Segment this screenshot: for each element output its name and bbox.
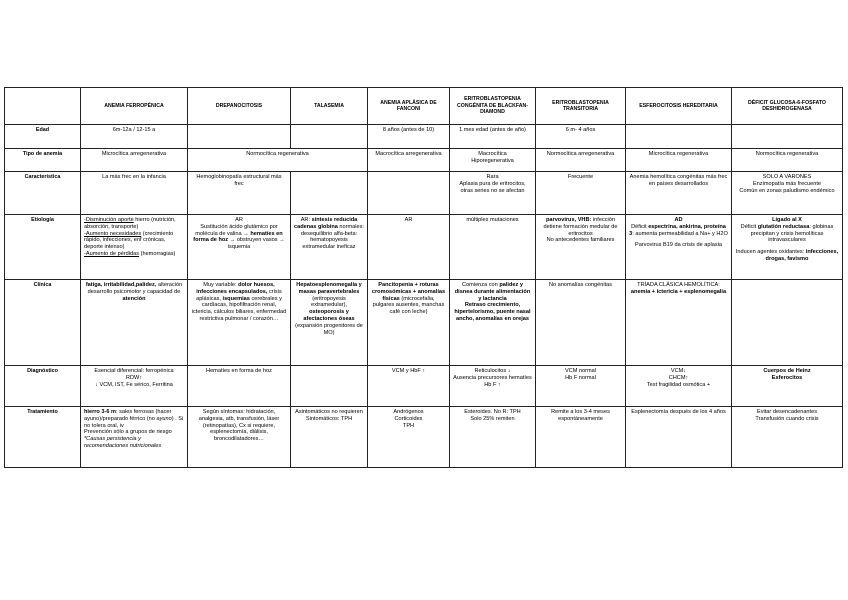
cell-trat-talasemia <box>291 407 368 468</box>
trat-tala-line-2: Sintomáticos: TPH <box>305 415 353 422</box>
etio-g6pd-t6: infecciones, drogas, favismo <box>765 249 839 263</box>
cell-etio-g6pd <box>732 215 843 280</box>
clin-tala-t3: osteoporosis y afectaciones óseas <box>303 309 355 323</box>
cell-diag-drepanocitosis: Hematíes en forma de hoz <box>188 366 291 407</box>
etio-g6pd-t5: Inducen agentes oxidantes: <box>735 249 806 256</box>
etio-drepano-t4: → <box>228 237 236 244</box>
header-esferocitosis: ESFEROCITOSIS HEREDITARIA <box>626 88 732 125</box>
cell-etio-esferocitosis <box>626 215 732 280</box>
clin-tala-t1: Hepatoesplenomegalia y masas paravertebrales <box>296 282 362 295</box>
clin-esfero-t1: TRÍADA CLÁSICA HEMOLÍTICA: <box>637 282 720 288</box>
tipo-blackfan-line-1: Macrocítica <box>478 151 507 157</box>
trat-ferro-t5: Prevención sólo a grupos de riesgo <box>84 429 172 436</box>
etio-esfero-t2: Déficit <box>631 223 649 230</box>
row-label-clinica: Clínica <box>5 280 81 366</box>
clin-esfero-t2: anemia + ictericia + esplenomegalia <box>630 288 727 295</box>
etio-g6pd-t4: : globinas precipitan y crisis hemolíticas intravasculares <box>750 223 834 244</box>
cell-edad-fanconi: 8 años (antes de 10) <box>368 125 450 149</box>
etio-drepano-t3: hematíes en forma de hoz <box>193 230 283 244</box>
etio-esfero-t4: : aumenta permeabilidad a Na+ y H2O <box>632 230 728 237</box>
clin-blackfan-t1: Comienza con <box>462 282 500 288</box>
diag-trans-line-1: VCM normal <box>564 368 597 374</box>
caract-blackfan-line-1: Rara <box>486 174 499 180</box>
cell-edad-drepanocitosis <box>188 125 291 149</box>
row-edad <box>5 125 843 149</box>
cell-diag-fanconi: VCM y HbF ↑ <box>368 366 450 407</box>
cell-clin-drepanocitosis <box>188 280 291 366</box>
trat-blackfan-line-1: Esteroides. No R: TPH <box>464 409 521 415</box>
diag-blackfan-line-2: Ausencia precursores hematíes <box>453 374 532 381</box>
cell-edad-transitoria: 6 m- 4 años <box>536 125 626 149</box>
cell-etio-fanconi: AR <box>368 215 450 280</box>
etio-esfero-t1: AD <box>674 217 683 223</box>
anemia-comparison-table <box>4 87 843 468</box>
header-blackfan-diamond: ERITROBLASTOPENIA CONGÉNITA DE BLACKFAN-DIAMOND <box>450 88 536 125</box>
caract-g6pd-line-3: Común en zonas paludismo endémico <box>739 187 835 194</box>
cell-clin-fanconi <box>368 280 450 366</box>
trat-fanconi-line-2: Corticoides <box>394 415 423 422</box>
trat-g6pd-line-2: Transfusión cuando crisis <box>755 415 819 422</box>
clin-drepano-t4: isquemias <box>222 295 250 302</box>
header-g6pd: DÉFICIT GLUCOSA-6-FOSFATO DESHIDROGENASA <box>732 88 843 125</box>
cell-trat-ferropenica <box>81 407 188 468</box>
caract-g6pd-line-1: SOLO A VARONES <box>762 174 812 180</box>
caract-g6pd-line-2: Enzimopatía más frecuente <box>752 180 822 187</box>
cell-tipo-g6pd: Normocítica regenerativa <box>732 149 843 172</box>
etio-esfero-t5: Parvovirus B19 da crisis de aplasia <box>634 242 723 249</box>
cell-caract-drepanocitosis: Hemoglobinopatía estructural más frec <box>188 172 291 215</box>
etio-g6pd-t1: Ligado al X <box>772 217 802 223</box>
caract-blackfan-line-2: Aplasia pura de eritrocitos, otras series no se afectan <box>459 180 526 194</box>
cell-caract-ferropenica: La más frec en la infancia <box>81 172 188 215</box>
diag-blackfan-line-1: Reticulocitos ↓ <box>474 368 511 374</box>
etio-ferro-t6: (hemorragias) <box>139 251 176 258</box>
cell-tipo-esferocitosis: Microcítica regenerativa <box>626 149 732 172</box>
clin-ferro-t2: alteración desarrollo psicomotor y capacidad de <box>87 282 183 295</box>
diag-blackfan-line-3: Hb F ↑ <box>484 381 501 388</box>
clin-fanconi-t1: Pancitopenia + roturas cromosómicas + anomalías físicas <box>371 282 446 302</box>
cell-etio-ferropenica <box>81 215 188 280</box>
header-ferropenica: ANEMIA FERROPÉNICA <box>81 88 188 125</box>
etio-trans-t1: parvovirus, VHB: <box>545 217 592 223</box>
clin-drepano-t3: crisis aplásicas, <box>196 288 282 302</box>
cell-trat-g6pd <box>732 407 843 468</box>
clin-drepano-t5: cerebrales y cardíacas, hipofiltración renal, ictericia, cálculos biliares, enfermedad restrictiva pulmonar / corazón… <box>191 295 287 323</box>
cell-tipo-transitoria: Normocítica arregenerativa <box>536 149 626 172</box>
row-label-diagnostico: Diagnóstico <box>5 366 81 407</box>
trat-ferro-t3: ayuno <box>156 415 172 422</box>
trat-tala-line-1: Asintomáticos no requieren <box>295 409 363 415</box>
header-drepanocitosis: DREPANOCITOSIS <box>188 88 291 125</box>
cell-clin-talasemia <box>291 280 368 366</box>
trat-g6pd-line-1: Evitar desencadenantes <box>756 409 818 415</box>
cell-caract-fanconi <box>368 172 450 215</box>
cell-trat-fanconi <box>368 407 450 468</box>
etio-ferro-t3: -Aumento necesidades <box>84 230 142 237</box>
row-label-etiologia: Etiología <box>5 215 81 280</box>
diag-g6pd-line-2: Esferocitos <box>771 374 803 381</box>
etio-ferro-t5: -Aumento de pérdidas <box>84 251 140 258</box>
row-etiologia <box>5 215 843 280</box>
header-eritroblastopenia-transitoria: ERITROBLASTOPENIA TRANSITORIA <box>536 88 626 125</box>
diag-ferro-line-3: ↓ VCM, IST, Fe sérico, Ferritina <box>95 381 173 388</box>
cell-diag-g6pd <box>732 366 843 407</box>
cell-edad-talasemia <box>291 125 368 149</box>
row-label-tratamiento: Tratamiento <box>5 407 81 468</box>
cell-diag-ferropenica <box>81 366 188 407</box>
header-fanconi: ANEMIA APLÁSICA DE FANCONI <box>368 88 450 125</box>
diag-esfero-line-2: CHCM↑ <box>668 374 689 381</box>
cell-caract-transitoria: Frecuente <box>536 172 626 215</box>
cell-diag-blackfan <box>450 366 536 407</box>
cell-clin-g6pd <box>732 280 843 366</box>
trat-blackfan-line-2: Solo 25% remiten <box>470 415 515 422</box>
diag-trans-line-2: Hb F normal <box>565 374 596 381</box>
trat-ferro-t2: : sales ferrosas (hacer ayuno)/preparado férrico (no <box>84 409 172 422</box>
etio-ferro-t1: -Disminución aporte <box>84 217 134 223</box>
tipo-blackfan-line-2: Hiporegenerativa <box>471 157 514 164</box>
diag-g6pd-line-1: Cuerpos de Heinz <box>763 368 811 374</box>
cell-diag-talasemia <box>291 366 368 407</box>
row-tipo-anemia <box>5 149 843 172</box>
etio-g6pd-t3: glutatión reductasa <box>757 223 810 230</box>
etio-g6pd-line-5 <box>735 249 839 263</box>
cell-tipo-drepano-talasemia: Normocítica regenerativa <box>188 149 368 172</box>
cell-tipo-ferropenica: Microcítica arregenerativa <box>81 149 188 172</box>
cell-caract-g6pd <box>732 172 843 215</box>
cell-trat-drepanocitosis: Según síntomas: hidratación, analgesia, atb, transfusión, láser (retinopatías), Cx si requiere, esplenectomía, diálisis, broncodilatadores… <box>188 407 291 468</box>
etio-drepano-t2: Sustitución ácido glutámico por molécula de valina → <box>195 223 278 237</box>
clin-ferro-t1: fatiga, irritabilidad,palidez, <box>85 282 157 288</box>
diag-esfero-line-1: VCM↓ <box>670 368 687 374</box>
trat-ferro-t1: hierro 3-6 m <box>84 409 117 415</box>
header-row <box>5 88 843 125</box>
header-corner <box>5 88 81 125</box>
cell-edad-esferocitosis <box>626 125 732 149</box>
diag-ferro-line-2: RDW↑ <box>125 374 143 381</box>
etio-tala-t1: AR: <box>300 217 312 223</box>
clin-tala-t4: (expansión progenitores de MO) <box>295 322 363 336</box>
cell-clin-ferropenica <box>81 280 188 366</box>
cell-etio-blackfan: múltiples mutaciones <box>450 215 536 280</box>
trat-ferro-t4: ) . Si no tolera oral, iv <box>84 415 184 429</box>
clin-blackfan-t3: Retraso crecimiento, hipertelorismo, puente nasal ancho, anomalías en orejas <box>454 302 531 323</box>
etio-tala-t2: síntesis reducida cadenas globina <box>294 217 358 230</box>
cell-edad-ferropenica: 6m-12a / 12-15 a <box>81 125 188 149</box>
clin-drepano-t1: Muy variable: <box>203 282 239 288</box>
etio-trans-t3: No antecedentes familiares <box>546 237 615 244</box>
cell-clin-blackfan <box>450 280 536 366</box>
cell-edad-blackfan: 1 mes edad (antes de año) <box>450 125 536 149</box>
row-clinica <box>5 280 843 366</box>
etio-drepano-t1: AR <box>235 217 243 223</box>
row-label-caracteristica: Característica <box>5 172 81 215</box>
trat-fanconi-line-1: Andrógenos <box>393 409 424 415</box>
clin-blackfan-t2: palidez y disnea durante alimentación y lactancia <box>454 282 531 302</box>
cell-diag-transitoria <box>536 366 626 407</box>
clin-tala-t2: (eritropoyesis extramedular), <box>310 295 348 309</box>
etio-ferro-t4: (crecimiento rápido, infecciones, enf crónicas, deporte intenso) <box>84 230 174 251</box>
etio-tala-t3: normales: desequilibrio alfa-beta: hematopoyesis extramedular ineficaz <box>300 223 364 251</box>
cell-etio-transitoria <box>536 215 626 280</box>
etio-g6pd-t2: Déficit <box>740 223 758 230</box>
cell-clin-esferocitosis <box>626 280 732 366</box>
header-talasemia: TALASEMIA <box>291 88 368 125</box>
clin-drepano-t2: dolor huesos, infecciones encapsulados, <box>196 282 275 295</box>
cell-tipo-blackfan <box>450 149 536 172</box>
row-caracteristica <box>5 172 843 215</box>
diag-ferro-line-1: Esencial diferencial: ferropénica <box>94 368 174 374</box>
cell-trat-transitoria: Remite a los 3-4 meses espontáneamente <box>536 407 626 468</box>
cell-trat-esferocitosis: Esplenectomía después de los 4 años <box>626 407 732 468</box>
cell-trat-blackfan <box>450 407 536 468</box>
row-label-edad: Edad <box>5 125 81 149</box>
trat-ferro-t6: *Causas persistencia y recomendaciones nutricionales <box>84 436 162 450</box>
etio-trans-t2: infección detiene formación medular de eritrocitos <box>543 217 618 237</box>
cell-caract-blackfan <box>450 172 536 215</box>
cell-etio-drepanocitosis <box>188 215 291 280</box>
cell-clin-transitoria: No anomalías congénitas <box>536 280 626 366</box>
cell-diag-esferocitosis <box>626 366 732 407</box>
diag-esfero-line-3: Test fragilidad osmótica + <box>646 381 711 388</box>
cell-tipo-fanconi: Macrocítica arregenerativa <box>368 149 450 172</box>
row-label-tipo: Tipo de anemia <box>5 149 81 172</box>
row-tratamiento <box>5 407 843 468</box>
etio-esfero-t3: espectrina, ankirina, proteína 3 <box>629 223 726 237</box>
etio-drepano-t5: obstruyen vasos → isquemia <box>227 237 285 251</box>
row-diagnostico <box>5 366 843 407</box>
clin-ferro-t3: atención <box>122 295 146 302</box>
cell-caract-esferocitosis: Anemia hemolítica congénitas más frec en países desarrollados <box>626 172 732 215</box>
cell-edad-g6pd <box>732 125 843 149</box>
cell-etio-talasemia <box>291 215 368 280</box>
cell-caract-talasemia <box>291 172 368 215</box>
trat-fanconi-line-3: TPH <box>402 422 415 429</box>
clin-fanconi-t2: (microcefalia, pulgares ausentes, manchas café con leche) <box>372 295 445 316</box>
etio-ferro-t2: hierro (nutrición, absorción, transporte) <box>84 217 176 230</box>
